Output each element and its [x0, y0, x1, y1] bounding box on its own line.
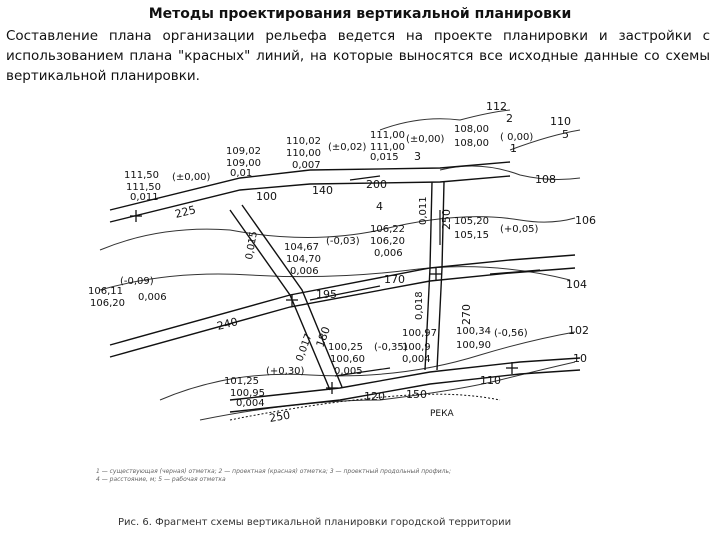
elevation-working: (±0,00) — [406, 134, 445, 145]
contour-label: 112 — [486, 100, 507, 113]
elevation-slope: 0,004 — [402, 354, 431, 365]
elevation-black: 109,00 — [226, 158, 261, 169]
elevation-working: (±0,00) — [172, 172, 211, 183]
elevation-red: 100,34 — [456, 326, 491, 337]
site-plan-figure — [80, 100, 600, 430]
elevation-slope: 0,006 — [138, 292, 167, 303]
elevation-red: 108,00 — [454, 124, 489, 135]
elevation-working: (±0,02) — [328, 142, 367, 153]
elevation-red: 111,00 — [370, 130, 405, 141]
elevation-working: (+0,05) — [500, 224, 539, 235]
contour-label: 110 — [550, 115, 571, 128]
elevation-slope: 0,006 — [374, 248, 403, 259]
callout-1: 1 — [510, 142, 517, 155]
callout-2: 2 — [506, 112, 513, 125]
elevation-working: (-0,56) — [494, 328, 528, 339]
elevation-red: 101,25 — [224, 376, 259, 387]
elevation-black: 104,70 — [286, 254, 321, 265]
elevation-red: 106,22 — [370, 224, 405, 235]
callout-5: 5 — [562, 128, 569, 141]
elevation-black: 106,20 — [90, 298, 125, 309]
elevation-black: 100,60 — [330, 354, 365, 365]
intro-paragraph: Составление плана организации рельефа ведется на проекте планировки и застройки с использованием плана "красных" линий, на которые выносятся все исходные данные со схемы вертикальной планировки. — [6, 28, 710, 84]
slope-label: 0,015 — [244, 230, 260, 261]
callout-4: 4 — [376, 200, 383, 213]
contour-108 — [440, 166, 580, 179]
contour-label: 10 — [573, 352, 587, 365]
elevation-red: 104,67 — [284, 242, 319, 253]
contour-label: 102 — [568, 324, 589, 337]
legend-line: 1 — существующая (черная) отметка; 2 — проектная (красная) отметка; 3 — проектный продольный профиль; — [96, 468, 452, 475]
elevation-slope: 0,004 — [236, 398, 265, 409]
distance-label: 180 — [313, 324, 334, 350]
elevation-red: 105,20 — [454, 216, 489, 227]
slope-label: 0,018 — [414, 291, 425, 320]
elevation-black: 100,95 — [230, 388, 265, 399]
elevation-slope: 0,007 — [292, 160, 321, 171]
elevation-black: 110,00 — [286, 148, 321, 159]
elevation-working: ( 0,00) — [500, 132, 534, 143]
slope-label: 0,011 — [418, 196, 429, 225]
elevation-slope: 0,011 — [130, 192, 159, 203]
distance-label: 100 — [256, 190, 277, 203]
contour-label: 104 — [566, 278, 587, 291]
distance-label: 240 — [215, 315, 240, 333]
distance-label: 250 — [440, 209, 453, 230]
elevation-working: (+0,30) — [266, 366, 305, 377]
elevation-red: 109,02 — [226, 146, 261, 157]
elevation-slope: 0,01 — [230, 168, 253, 179]
elevation-red: 100,25 — [328, 342, 363, 353]
elevation-working: (-0,09) — [120, 276, 154, 287]
elevation-black: 108,00 — [454, 138, 489, 149]
distance-label: 140 — [312, 184, 333, 197]
distance-label: 225 — [173, 203, 198, 221]
elevation-black: 106,20 — [370, 236, 405, 247]
elevation-red: 110,02 — [286, 136, 321, 147]
distance-label: 200 — [366, 178, 387, 191]
elevation-black: 111,50 — [126, 182, 161, 193]
elevation-black: 100,9 — [402, 342, 431, 353]
legend-line: 4 — расстояние, м; 5 — рабочая отметка — [96, 476, 226, 483]
distance-label: 120 — [364, 390, 385, 403]
distance-label: 170 — [384, 273, 405, 286]
elevation-black: 105,15 — [454, 230, 489, 241]
distance-label: 110 — [480, 374, 501, 387]
page-title: Методы проектирования вертикальной планировки — [148, 6, 572, 22]
river-label: РЕКА — [430, 409, 454, 419]
callout-3: 3 — [414, 150, 421, 163]
slope-label: 0,017 — [294, 332, 315, 364]
elevation-slope: 0,015 — [370, 152, 399, 163]
figure-legend — [96, 468, 596, 484]
elevation-working: (-0,35) — [374, 342, 408, 353]
distance-label: 270 — [460, 304, 473, 325]
elevation-working: (-0,03) — [326, 236, 360, 247]
elevation-black: 100,90 — [456, 340, 491, 351]
elevation-slope: 0,006 — [290, 266, 319, 277]
elevation-red: 100,97 — [402, 328, 437, 339]
distance-label: 195 — [316, 288, 337, 301]
elevation-red: 106,11 — [88, 286, 123, 297]
figure-caption: Рис. 6. Фрагмент схемы вертикальной планировки городской территории — [118, 517, 512, 528]
contour-label: 108 — [535, 173, 556, 186]
distance-label: 250 — [268, 408, 292, 425]
contour-112 — [380, 110, 510, 130]
contour-label: 106 — [575, 214, 596, 227]
elevation-black: 111,00 — [370, 142, 405, 153]
elevation-slope: 0,005 — [334, 366, 363, 377]
elevation-red: 111,50 — [124, 170, 159, 181]
distance-label: 150 — [406, 388, 427, 401]
